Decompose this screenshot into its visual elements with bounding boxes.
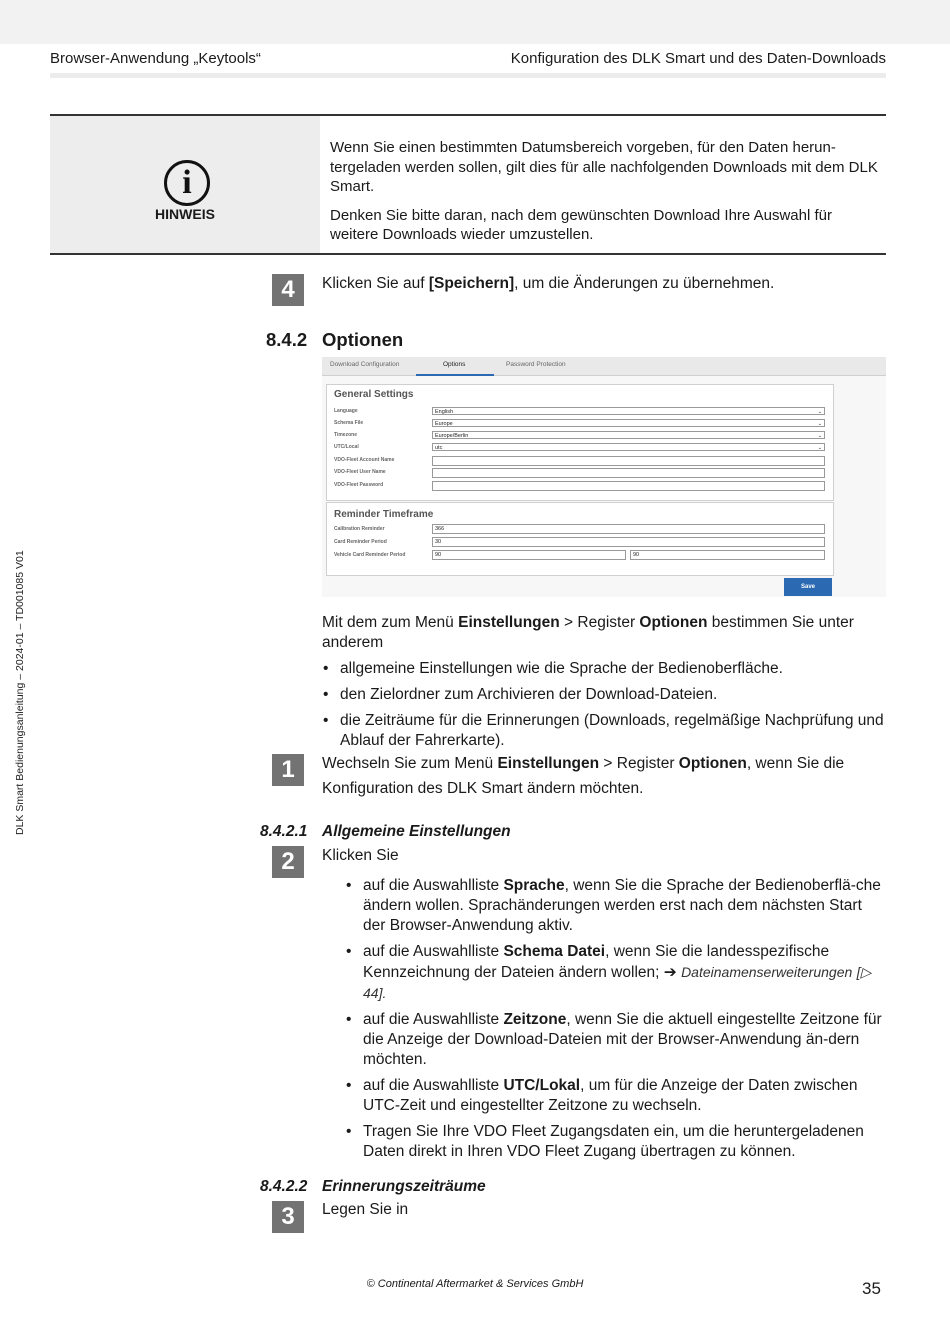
vdo-user-label: VDO-Fleet User Name — [334, 469, 386, 475]
step-text: Klicken Sie — [322, 847, 399, 864]
top-band — [0, 0, 950, 44]
info-icon: i — [164, 160, 210, 206]
step-text — [322, 274, 886, 294]
note-paragraph: Wenn Sie einen bestimmten Datumsbereich vorgeben, für den Daten herun-tergeladen werden sollen, gilt dies für alle nachfolgenden Downloads mit dem DLK Smart. — [330, 139, 878, 195]
tab-download-configuration[interactable]: Download Configuration — [330, 361, 400, 368]
list-item: • die Zeiträume für die Erinnerungen (Downloads, regelmäßige Nachprüfung und Ablauf der Fahrerkarte). — [322, 711, 886, 751]
utc-local-label: UTC/Local — [334, 444, 359, 450]
general-settings-box — [326, 384, 834, 501]
intro-text — [322, 613, 886, 653]
subsection-number: 8.4.2.2 — [260, 1178, 308, 1195]
cross-reference-link[interactable]: Dateinamenserweiterungen — [681, 964, 853, 980]
general-settings-title: General Settings — [334, 389, 414, 400]
text-bold: Optionen — [639, 614, 708, 631]
step-number: 3 — [272, 1201, 304, 1233]
text-bold: Sprache — [503, 877, 565, 894]
list-item — [345, 1010, 886, 1070]
step-text — [322, 754, 886, 774]
card-reminder-input[interactable]: 30 — [432, 537, 825, 547]
text-run: > Register — [599, 755, 679, 772]
vdo-account-input[interactable] — [432, 456, 825, 466]
text-run: , wenn Sie die — [746, 755, 845, 772]
text-run: auf die Auswahlliste — [363, 877, 504, 894]
options-screenshot — [322, 357, 886, 597]
select-value: utc — [435, 445, 443, 451]
reminder-timeframe-box — [326, 502, 834, 576]
text-bold: Optionen — [678, 755, 747, 772]
step-text-continued: Konfiguration des DLK Smart ändern möchten. — [322, 780, 644, 797]
utc-local-select[interactable] — [432, 443, 825, 451]
list-item — [345, 876, 886, 936]
chevron-down-icon: ⌄ — [817, 433, 822, 439]
text-run: Wechseln Sie zum Menü — [322, 755, 498, 772]
list-item: • allgemeine Einstellungen wie die Sprache der Bedienoberfläche. — [322, 659, 886, 679]
step-number: 1 — [272, 754, 304, 786]
text-run: bestimmen Sie unter anderem — [322, 614, 854, 651]
text-run: , wenn Sie die Sprache der Bedienoberflä-che ändern wollen. Sprachänderungen werden erst nach dem nächsten Start der Browser-Anwendung aktiv. — [363, 877, 881, 934]
list-item — [345, 942, 886, 1004]
chevron-down-icon: ⌄ — [817, 409, 822, 415]
header-right: Konfiguration des DLK Smart und des Daten-Downloads — [510, 50, 886, 67]
subsection-title: Erinnerungszeiträume — [322, 1178, 486, 1195]
list-item — [345, 1076, 886, 1116]
text-run: auf die Auswahlliste — [363, 1011, 504, 1028]
step-number: 4 — [272, 274, 304, 306]
text-bold: UTC/Lokal — [503, 1077, 581, 1094]
timezone-label: Timezone — [334, 432, 357, 438]
calibration-reminder-label: Calibration Reminder — [334, 526, 385, 532]
intro-bullet-list — [322, 659, 886, 751]
vehicle-card-reminder-input-a[interactable]: 90 — [432, 550, 626, 560]
subsection-title: Allgemeine Einstellungen — [322, 823, 511, 840]
tab-password-protection[interactable]: Password Protection — [506, 361, 566, 368]
text-run: , um die Änderungen zu übernehmen. — [514, 275, 775, 292]
calibration-reminder-input[interactable]: 366 — [432, 524, 825, 534]
select-value: English — [435, 409, 454, 415]
text-run: auf die Auswahlliste — [363, 1077, 504, 1094]
note-label-panel — [50, 116, 320, 253]
text-run: , wenn Sie die aktuell eingestellte Zeitzone für die Anzeige der Download-Dateien mit der Browser-Anwendung än-dern möchten. — [363, 1011, 882, 1068]
footer-copyright: © Continental Aftermarket & Services GmbH — [366, 1278, 584, 1290]
text-run: > Register — [559, 614, 640, 631]
active-tab-indicator — [416, 374, 494, 376]
chevron-down-icon: ⌄ — [817, 421, 822, 427]
list-item: • den Zielordner zum Archivieren der Download-Dateien. — [322, 685, 886, 705]
subsection-number: 8.4.2.1 — [260, 823, 308, 840]
note-paragraph: Denken Sie bitte daran, nach dem gewünschten Download Ihre Auswahl für weitere Downloads wieder umzustellen. — [330, 206, 832, 243]
timezone-select[interactable] — [432, 431, 825, 439]
schema-file-select[interactable] — [432, 419, 825, 427]
tab-bar — [322, 357, 886, 376]
vdo-password-label: VDO-Fleet Password — [334, 482, 384, 488]
language-select[interactable] — [432, 407, 825, 415]
header-left: Browser-Anwendung „Keytools“ — [50, 50, 261, 67]
note-text — [330, 138, 882, 254]
text-bold: Zeitzone — [503, 1011, 567, 1028]
vdo-password-input[interactable] — [432, 481, 825, 491]
vehicle-card-reminder-label: Vehicle Card Reminder Period — [334, 552, 406, 558]
save-button[interactable]: Save — [784, 578, 832, 596]
list-item: • Tragen Sie Ihre VDO Fleet Zugangsdaten ein, um die heruntergeladenen Daten direkt in Ihren VDO Fleet Zugang übertragen zu können. — [345, 1122, 886, 1162]
section-number: 8.4.2 — [266, 329, 308, 350]
reminder-timeframe-title: Reminder Timeframe — [334, 509, 434, 520]
text-bold: [Speichern] — [428, 275, 515, 292]
text-run: Klicken Sie auf — [322, 275, 429, 292]
vdo-user-input[interactable] — [432, 468, 825, 478]
cross-reference-page[interactable]: [▷ 44]. — [363, 964, 872, 1001]
text-run: Mit dem zum Menü — [322, 614, 459, 631]
schema-file-label: Schema File — [334, 420, 364, 426]
select-value: Europe — [435, 421, 453, 427]
step2-bullet-list — [345, 876, 886, 1162]
card-reminder-label: Card Reminder Period — [334, 539, 387, 545]
chevron-down-icon: ⌄ — [817, 445, 822, 451]
page-number: 35 — [862, 1279, 881, 1298]
text-bold: Einstellungen — [497, 755, 600, 772]
note-label: HINWEIS — [155, 206, 215, 222]
vehicle-card-reminder-input-b[interactable]: 90 — [630, 550, 825, 560]
note-box — [50, 114, 886, 255]
text-run: , wenn Sie die landesspezifische Kennzeichnung der Dateien ändern wollen; — [363, 943, 830, 981]
side-text: DLK Smart Bedienungsanleitung – 2024-01 – TD001085 V01 — [14, 550, 26, 835]
vdo-account-label: VDO-Fleet Account Name — [334, 457, 395, 463]
text-bold: Einstellungen — [458, 614, 560, 631]
select-value: Europe/Berlin — [435, 433, 469, 439]
tab-options[interactable]: Options — [443, 361, 466, 368]
step-text: Legen Sie in — [322, 1201, 409, 1218]
arrow-right-icon: ➔ — [663, 964, 677, 981]
text-run: , um für die Anzeige der Daten zwischen UTC-Zeit und eingestellter Zeitzone zu wechseln. — [363, 1077, 858, 1114]
section-title: Optionen — [322, 329, 404, 350]
language-label: Language — [334, 408, 358, 414]
text-run: auf die Auswahlliste — [363, 943, 504, 960]
header-rule — [50, 73, 886, 78]
text-bold: Schema Datei — [503, 943, 606, 960]
step-number: 2 — [272, 846, 304, 878]
